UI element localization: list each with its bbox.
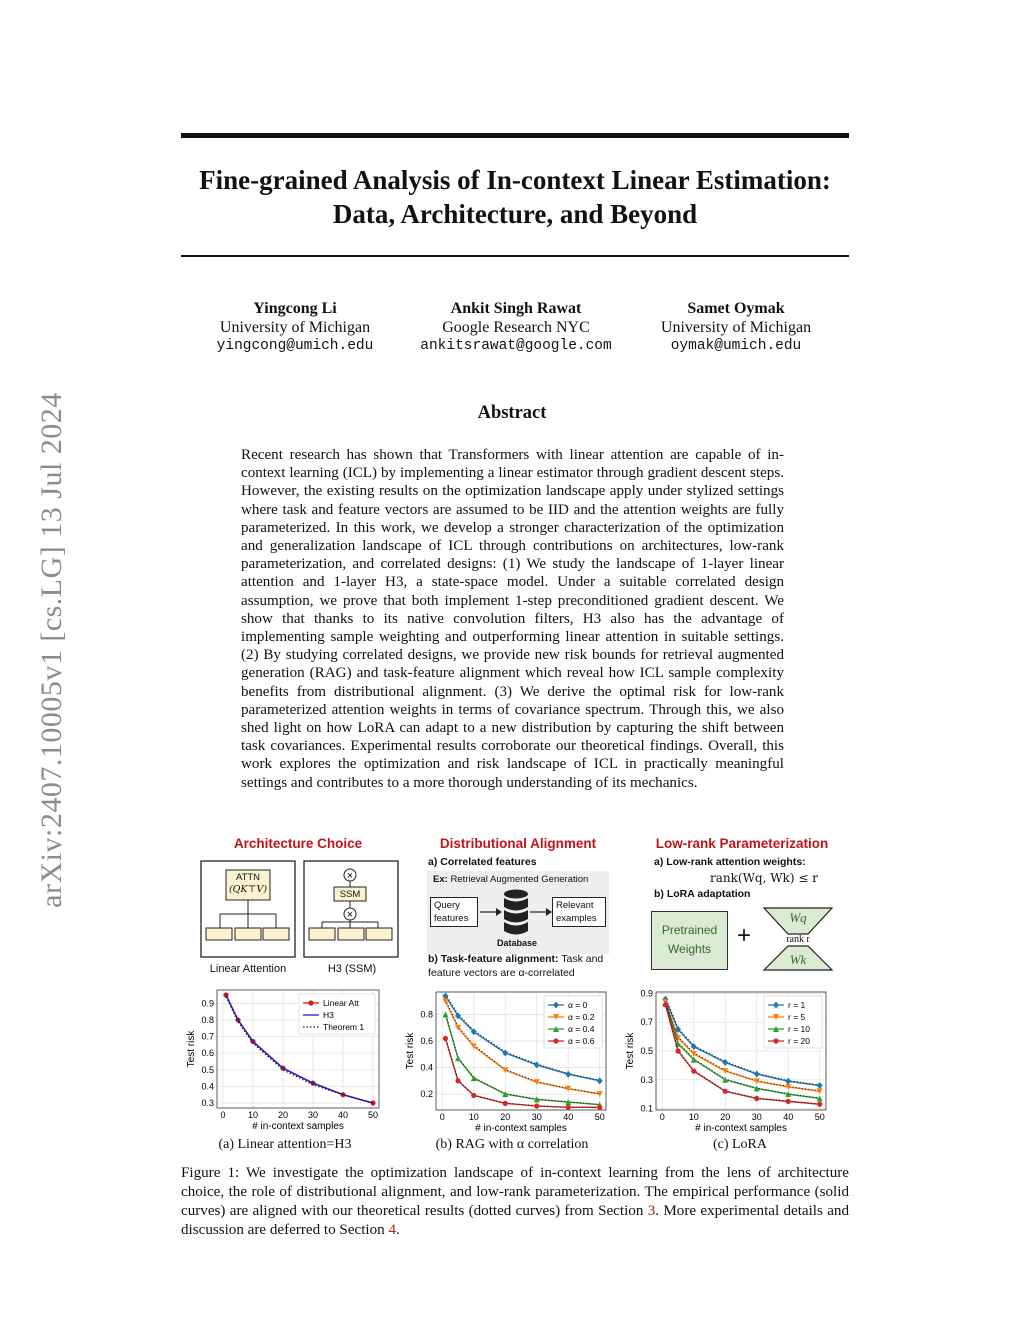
x-axis-label: # in-context samples: [695, 1123, 787, 1134]
relevant-line2: examples: [556, 913, 597, 924]
data-point: [534, 1103, 539, 1108]
abstract-heading: Abstract: [477, 403, 547, 423]
y-tick-label: 0.2: [420, 1089, 433, 1100]
data-point: [502, 1049, 508, 1056]
token-block: [366, 928, 392, 940]
caption-text2: . More experimental details and discussion are deferred to Section: [181, 1203, 849, 1238]
y-tick-label: 0.3: [201, 1098, 214, 1109]
panel-a-title: Architecture Choice: [233, 836, 363, 851]
x-tick-label: 10: [688, 1112, 699, 1122]
panel-c-title: Low-rank Parameterization: [655, 836, 829, 851]
panel-b-sub-b: [428, 952, 603, 980]
abstract-text: Recent research has shown that Transformers with linear attention are capable of in-context learning (ICL) by implementing a linear estimator through gradient descent steps. However, the existing results on the optimization landscape apply under stylized settings where task and feature vectors are assumed to be IID and the attention weights are fully parameterized. In this work, we develop a stronger characterization of the optimization and generalization landscape of ICL through contributions on architectures, low-rank parameterization, and correlated designs: (1) We study the landscape of 1-layer linear attention and 1-layer H3, a state-space model. Under a suitable correlated design assumption, we prove that both implement 1-step preconditioned gradient descent. We show that thanks to its native convolution filters, H3 also has the advantage of implementing sample weighting and outperforming linear attention in suitable settings. (2) By studying correlated designs, we provide new risk bounds for retrieval augmented generation (RAG) and task-feature alignment which reveal how ICL sample complexity benefits from distributional alignment. (3) We derive the optimal risk for low-rank parameterized attention weights in terms of covariance spectrum. Through this, we also shed light on how LoRA can adapt to a new distribution by capturing the shift between task covariances. Experimental results corroborate our theoretical findings. Overall, this work explores the optimization and risk landscape of ICL in practically meaningful settings and contributes to a more thorough understanding of its mechanics.: [241, 447, 784, 791]
db-top: [504, 890, 528, 899]
data-point: [773, 1038, 778, 1043]
x-tick-label: 30: [307, 1110, 319, 1120]
panel-b-title: Distributional Alignment: [439, 836, 597, 851]
data-point: [817, 1082, 823, 1089]
multiply-sign: ×: [346, 909, 354, 921]
author-affiliation: University of Michigan: [660, 319, 812, 336]
y-tick-label: 0.1: [640, 1103, 653, 1114]
token-block: [206, 928, 232, 940]
x-tick-label: 20: [720, 1112, 731, 1122]
token-block: [338, 928, 364, 940]
data-point: [566, 1105, 571, 1110]
x-tick-label: 10: [468, 1112, 479, 1122]
x-axis-label: # in-context samples: [252, 1121, 344, 1132]
data-point: [817, 1102, 822, 1107]
data-point: [565, 1071, 571, 1078]
multiply-sign: ×: [346, 870, 354, 882]
y-tick-label: 0.8: [420, 1009, 433, 1020]
figure-caption: [181, 1164, 849, 1240]
x-tick-label: 40: [563, 1112, 574, 1122]
author-affiliation: Google Research NYC: [442, 319, 590, 336]
relevant-examples-box: [552, 897, 606, 927]
data-point: [754, 1096, 759, 1101]
caption-ref-section3[interactable]: 3: [647, 1203, 656, 1219]
token-block: [309, 928, 335, 940]
db-layer: [504, 898, 528, 911]
y-tick-label: 0.5: [201, 1064, 214, 1075]
token-block: [235, 928, 261, 940]
data-point: [442, 998, 448, 1004]
panel-c-sub-a: a) Low-rank attention weights:: [654, 856, 806, 868]
data-point: [754, 1071, 760, 1078]
rag-example: [433, 874, 588, 885]
caption-text1: Figure 1: We investigate the optimization landscape of in-context learning from the lens of architecture choice, the role of distributional alignment, and low-rank parameterization. The empirical performance (solid curves) are aligned with our theoretical results (dotted curves) from Section: [181, 1165, 849, 1219]
author-name: Samet Oymak: [687, 300, 785, 317]
y-axis-label: Test risk: [625, 1032, 636, 1070]
arxiv-stamp-text: arXiv:2407.10005v1 [cs.LG] 13 Jul 2024: [35, 392, 68, 908]
data-point: [785, 1078, 791, 1085]
db-layer: [504, 922, 528, 935]
attn-formula: (QK⊤V): [228, 884, 268, 895]
author-block: [606, 299, 866, 356]
legend-label: H3: [323, 1010, 334, 1020]
panel-b-sub-b-bold: b) Task-feature alignment:: [428, 953, 559, 965]
relevant-line1: Relevant: [556, 900, 594, 911]
chart-linear-attention: [184, 988, 384, 1138]
author-email[interactable]: ankitsrawat@google.com: [420, 338, 612, 354]
panel-b-sub-a: a) Correlated features: [428, 856, 537, 868]
arrow-head: [546, 908, 552, 916]
x-tick-label: 50: [814, 1112, 825, 1122]
rag-ex-prefix: Ex:: [433, 874, 448, 885]
y-tick-label: 0.4: [201, 1081, 214, 1092]
data-point: [503, 1101, 508, 1106]
legend-label: r = 10: [788, 1024, 810, 1034]
y-tick-label: 0.7: [640, 1017, 653, 1028]
data-point: [553, 1038, 558, 1043]
x-tick-label: 0: [439, 1112, 445, 1122]
query-line2: features: [434, 913, 469, 924]
ssm-label: SSM: [339, 889, 361, 900]
paper-title-line2: Data, Architecture, and Beyond: [332, 199, 698, 229]
wk-label: Wk: [789, 952, 807, 967]
token-block: [263, 928, 289, 940]
legend-label: r = 5: [788, 1012, 806, 1022]
data-point: [471, 1093, 476, 1098]
chart-body: [405, 992, 606, 1134]
panel-c-sub-b: b) LoRA adaptation: [654, 888, 751, 900]
y-tick-label: 0.6: [420, 1036, 433, 1047]
caption-text3: .: [396, 1222, 400, 1238]
data-point: [675, 1048, 680, 1053]
data-point: [691, 1069, 696, 1074]
plus-sign: +: [737, 922, 752, 949]
subcaption-b: (b) RAG with α correlation: [435, 1137, 589, 1152]
y-axis-label: Test risk: [405, 1032, 416, 1070]
legend-label: α = 0.6: [568, 1036, 595, 1046]
y-tick-label: 0.4: [420, 1062, 433, 1073]
legend-label: α = 0.4: [568, 1024, 595, 1034]
subcaption-a: (a) Linear attention=H3: [218, 1137, 352, 1152]
x-axis-label: # in-context samples: [475, 1123, 567, 1134]
data-point: [786, 1099, 791, 1104]
data-point: [723, 1089, 728, 1094]
data-point: [308, 1000, 313, 1005]
query-line1: Query: [434, 900, 460, 911]
attn-label-text: ATTN: [235, 872, 261, 883]
data-point: [443, 1036, 448, 1041]
x-tick-label: 20: [500, 1112, 511, 1122]
y-tick-label: 0.6: [201, 1048, 214, 1059]
linear-attention-label: Linear Attention: [209, 963, 287, 975]
x-tick-label: 30: [751, 1112, 762, 1122]
author-email[interactable]: yingcong@umich.edu: [216, 338, 374, 354]
title-rule-bottom: [181, 255, 849, 257]
arrow-head: [496, 908, 502, 916]
legend: [764, 996, 822, 1048]
caption-ref-section4[interactable]: 4: [388, 1222, 397, 1238]
rank-formula: rank(Wq, Wk) ≤ r: [710, 871, 818, 885]
panel-b-sub-b-text2: feature vectors are α-correlated: [428, 967, 575, 979]
legend-label: r = 1: [788, 1000, 806, 1010]
legend-label: α = 0: [568, 1000, 588, 1010]
database-icon: [478, 888, 554, 940]
query-features-box: [430, 897, 478, 927]
y-tick-label: 0.9: [640, 988, 653, 999]
chart-lora: [624, 988, 834, 1138]
chart-body: [625, 988, 826, 1134]
pretrained-line1: Pretrained: [661, 923, 718, 937]
rag-diagram: [427, 871, 609, 954]
pretrained-line2: Weights: [667, 942, 712, 956]
author-name: Yingcong Li: [253, 300, 337, 317]
x-tick-label: 20: [277, 1110, 289, 1120]
rag-ex-text: Retrieval Augmented Generation: [450, 874, 589, 885]
paper-title-line1: Fine-grained Analysis of In-context Linear Estimation:: [199, 165, 831, 195]
y-tick-label: 0.8: [201, 1014, 214, 1025]
db-layer: [504, 910, 528, 923]
legend: [299, 994, 375, 1034]
pretrained-weights-box: [651, 911, 728, 970]
wq-label: Wq: [789, 910, 807, 925]
data-point: [722, 1059, 728, 1066]
attn-label: [226, 872, 270, 896]
data-point: [597, 1077, 603, 1084]
x-tick-label: 10: [247, 1110, 259, 1120]
author-email[interactable]: oymak@umich.edu: [670, 338, 802, 354]
database-label: Database: [496, 938, 538, 948]
y-tick-label: 0.9: [201, 998, 214, 1009]
x-tick-label: 0: [220, 1110, 226, 1120]
y-axis-label: Test risk: [186, 1030, 197, 1068]
paper-title: [181, 163, 849, 231]
legend-label: Theorem 1: [323, 1022, 365, 1032]
legend-label: Linear Att: [323, 998, 359, 1008]
h3-label: H3 (SSM): [327, 963, 377, 975]
y-tick-label: 0.5: [640, 1046, 653, 1056]
legend-label: α = 0.2: [568, 1012, 595, 1022]
rank-r-label: rank r: [786, 934, 810, 945]
chart-rag: [404, 988, 614, 1138]
x-tick-label: 0: [659, 1112, 665, 1122]
x-tick-label: 40: [337, 1110, 349, 1120]
y-tick-label: 0.3: [640, 1074, 653, 1085]
y-tick-label: 0.7: [201, 1031, 214, 1042]
x-tick-label: 30: [531, 1112, 542, 1122]
data-point: [455, 1055, 461, 1061]
author-affiliation: University of Michigan: [219, 319, 371, 336]
legend-label: r = 20: [788, 1036, 810, 1046]
data-point: [663, 1002, 668, 1007]
panel-b-sub-b-text: Task and: [561, 953, 604, 965]
legend: [544, 996, 602, 1048]
data-point: [597, 1105, 602, 1110]
title-rule-top: [181, 133, 849, 138]
chart-body: [186, 990, 379, 1132]
data-point: [455, 1078, 460, 1083]
x-tick-label: 50: [367, 1110, 379, 1120]
subcaption-c: (c) LoRA: [712, 1137, 768, 1152]
x-tick-label: 50: [594, 1112, 605, 1122]
author-name: Ankit Singh Rawat: [450, 300, 582, 317]
x-tick-label: 40: [783, 1112, 794, 1122]
